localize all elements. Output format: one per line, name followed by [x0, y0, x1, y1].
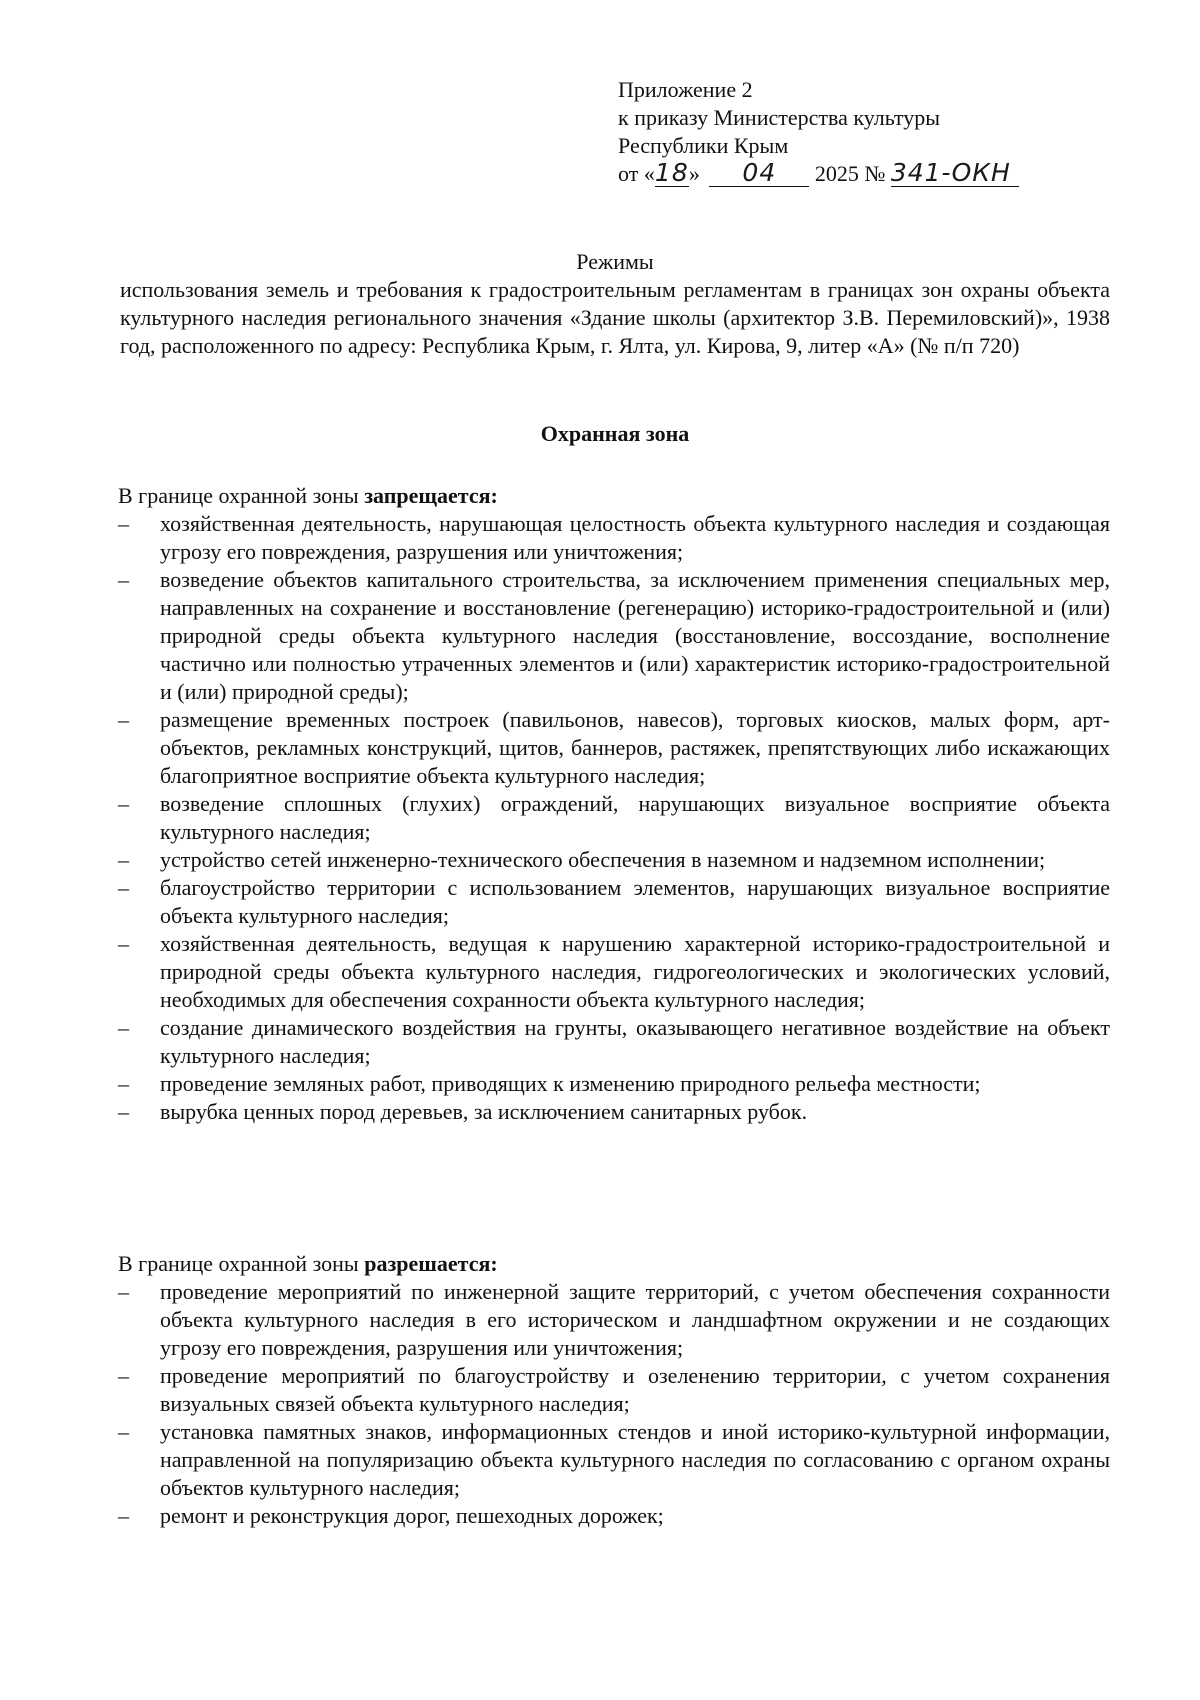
- prohibited-list: [118, 510, 1110, 1126]
- date-year-number-label: 2025 №: [814, 161, 886, 186]
- date-month: [709, 158, 809, 187]
- annex-line-3: Республики Крым: [618, 133, 789, 158]
- list-item: [118, 790, 1110, 846]
- dash-bullet: –: [118, 1419, 129, 1444]
- annex-line-2: к приказу Министерства культуры: [618, 105, 941, 130]
- dash-bullet: –: [118, 847, 129, 872]
- prohibited-section: [118, 482, 1110, 1126]
- list-item-text: вырубка ценных пород деревьев, за исключением санитарных рубок.: [160, 1099, 808, 1124]
- list-item: [118, 874, 1110, 930]
- document-title: Режимы: [576, 249, 654, 274]
- list-item-text: установка памятных знаков, информационных стендов и иной историко-культурной информации, направленной на популяризацию объекта культурного наследия по согласованию с органом охраны объектов культурного наследия;: [160, 1419, 1110, 1500]
- list-item: [118, 706, 1110, 790]
- list-item-text: проведение мероприятий по инженерной защите территорий, с учетом обеспечения сохранности объекта культурного наследия в его историческом и ландшафтном окружении и не создающих угрозу его повреждения, разрушения или уничтожения;: [160, 1279, 1110, 1360]
- list-item-text: возведение сплошных (глухих) ограждений, нарушающих визуальное восприятие объекта культурного наследия;: [160, 791, 1110, 844]
- prohibited-intro-bold: запрещается:: [364, 483, 498, 508]
- dash-bullet: –: [118, 1015, 129, 1040]
- dash-bullet: –: [118, 1279, 129, 1304]
- order-number: [890, 158, 1019, 187]
- dash-bullet: –: [118, 791, 129, 816]
- list-item: [118, 510, 1110, 566]
- list-item: [118, 930, 1110, 1014]
- order-number-handwritten: 341-ОКН: [890, 158, 1011, 187]
- prohibited-intro: [118, 482, 1110, 510]
- list-item-text: устройство сетей инженерно-технического обеспечения в наземном и надземном исполнении;: [160, 847, 1046, 872]
- permitted-section: [118, 1250, 1110, 1530]
- dash-bullet: –: [118, 567, 129, 592]
- annex-date-line: [618, 160, 1019, 188]
- prohibited-intro-text: В границе охранной зоны: [118, 483, 365, 508]
- dash-bullet: –: [118, 1363, 129, 1388]
- date-month-handwritten: 04: [742, 158, 777, 187]
- permitted-intro: [118, 1250, 1110, 1278]
- dash-bullet: –: [118, 931, 129, 956]
- dash-bullet: –: [118, 511, 129, 536]
- date-mid: »: [688, 161, 700, 186]
- dash-bullet: –: [118, 1099, 129, 1124]
- permitted-list: [118, 1278, 1110, 1530]
- list-item-text: размещение временных построек (павильонов, навесов), торговых киосков, малых форм, арт-объектов, рекламных конструкций, щитов, баннеров, растяжек, препятствующих либо искажающих благоприятное восприятие объекта культурного наследия;: [160, 707, 1110, 788]
- list-item: [118, 1362, 1110, 1418]
- dash-bullet: –: [118, 707, 129, 732]
- date-day-handwritten: 18: [654, 158, 689, 187]
- list-item: [118, 566, 1110, 706]
- annex-line-1: Приложение 2: [618, 77, 753, 102]
- dash-bullet: –: [118, 875, 129, 900]
- list-item: [118, 1418, 1110, 1502]
- list-item-text: проведение мероприятий по благоустройству и озеленению территории, с учетом сохранения визуальных связей объекта культурного наследия;: [160, 1363, 1110, 1416]
- list-item-text: создание динамического воздействия на грунты, оказывающего негативное воздействие на объект культурного наследия;: [160, 1015, 1110, 1068]
- list-item-text: проведение земляных работ, приводящих к изменению природного рельефа местности;: [160, 1071, 981, 1096]
- list-item-text: возведение объектов капитального строительства, за исключением применения специальных мер, направленных на сохранение и восстановление (регенерацию) историко-градостроительной и (или) природной среды объекта культурного наследия (восстановление, воссоздание, восполнение частично или полностью утраченных элементов и (или) характеристик историко-градостроительной и (или) природной среды);: [160, 567, 1110, 704]
- document-subtitle: использования земель и требования к градостроительным регламентам в границах зон охраны объекта культурного наследия регионального значения «Здание школы (архитектор З.В. Перемиловский)», 1938 год, расположенного по адресу: Республика Крым, г. Ялта, ул. Кирова, 9, литер «А» (№ п/п 720): [120, 277, 1110, 358]
- permitted-intro-text: В границе охранной зоны: [118, 1251, 365, 1276]
- list-item-text: хозяйственная деятельность, ведущая к нарушению характерной историко-градостроительной и природной среды объекта культурного наследия, гидрогеологических и экологических условий, необходимых для обеспечения сохранности объекта культурного наследия;: [160, 931, 1110, 1012]
- list-item-text: хозяйственная деятельность, нарушающая целостность объекта культурного наследия и создающая угрозу его повреждения, разрушения или уничтожения;: [160, 511, 1110, 564]
- list-item: [118, 1502, 1110, 1530]
- annex-header: [618, 76, 1019, 188]
- dash-bullet: –: [118, 1071, 129, 1096]
- date-day: [654, 158, 689, 187]
- list-item: [118, 1014, 1110, 1070]
- list-item: [118, 1070, 1110, 1098]
- list-item: [118, 1278, 1110, 1362]
- list-item: [118, 846, 1110, 874]
- permitted-intro-bold: разрешается:: [364, 1251, 498, 1276]
- date-prefix: от «: [618, 161, 655, 186]
- list-item: [118, 1098, 1110, 1126]
- dash-bullet: –: [118, 1503, 129, 1528]
- list-item-text: благоустройство территории с использованием элементов, нарушающих визуальное восприятие объекта культурного наследия;: [160, 875, 1110, 928]
- section-title: Охранная зона: [540, 421, 690, 446]
- list-item-text: ремонт и реконструкция дорог, пешеходных дорожек;: [160, 1503, 664, 1528]
